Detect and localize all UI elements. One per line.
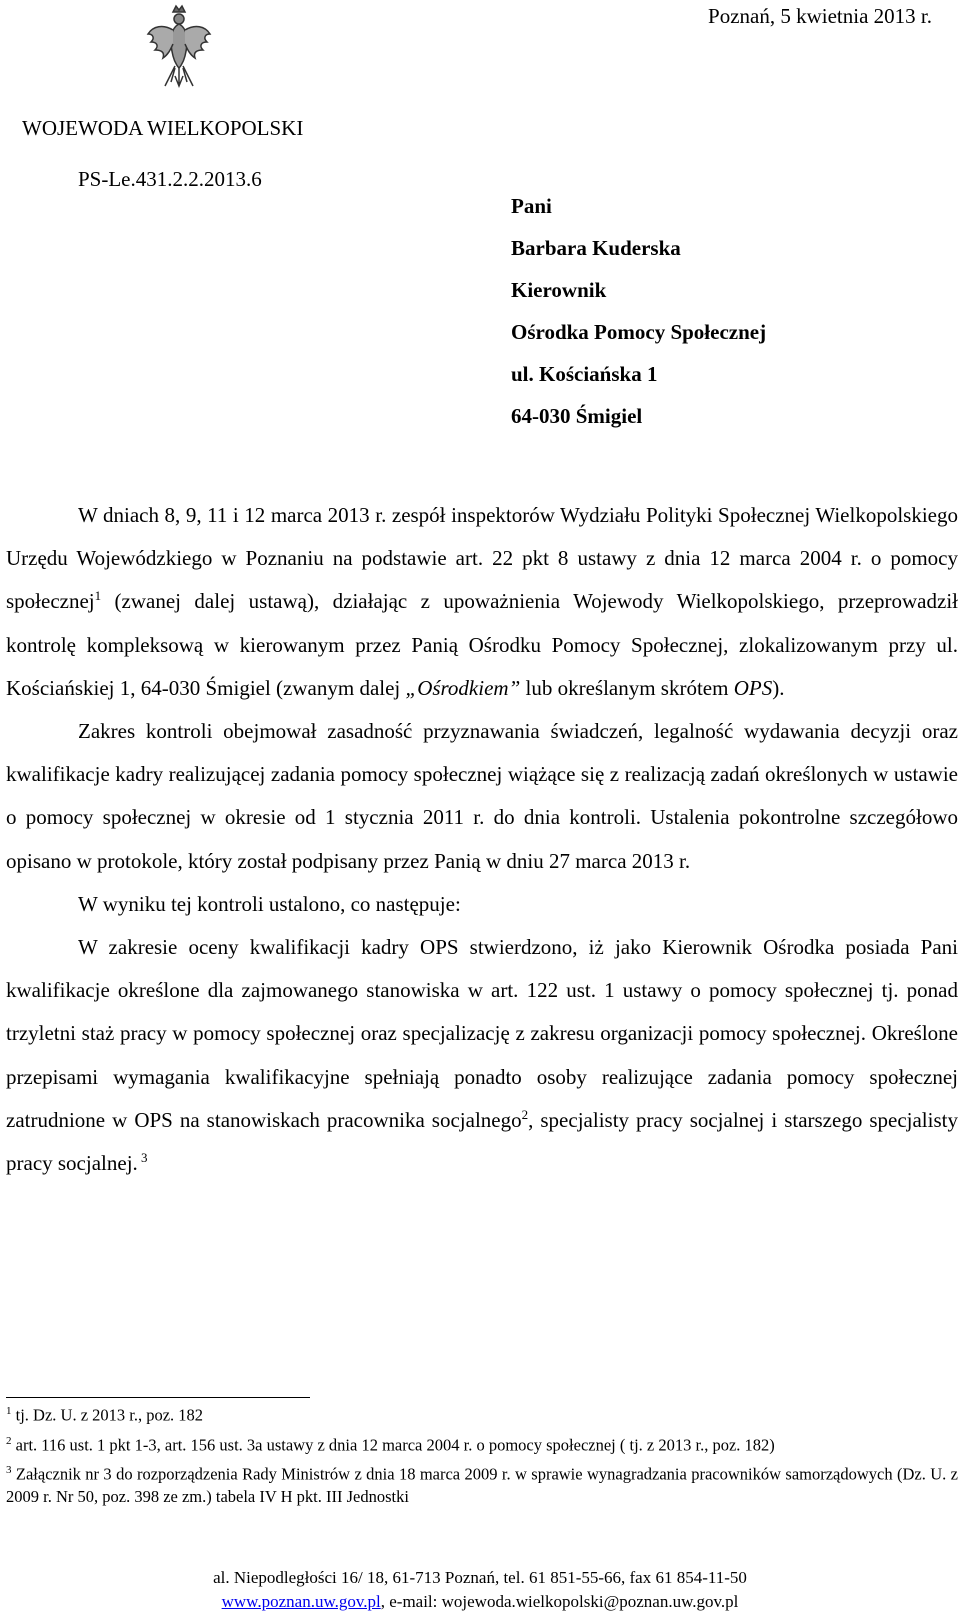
footnote-number: 2	[6, 1434, 12, 1447]
paragraph-text: , specjalisty pracy socjalnej i starszego specjalisty pracy socjalnej.	[6, 1107, 958, 1176]
letter-body	[6, 494, 958, 1185]
footnote-number: 3	[6, 1464, 12, 1476]
footer-contact	[0, 1590, 960, 1614]
footer-email: , e-mail: wojewoda.wielkopolski@poznan.uw.gov.pl	[380, 1592, 739, 1611]
footnote-3	[6, 1459, 958, 1508]
footnote-ref-1: 1	[94, 588, 102, 604]
reference-number: PS-Le.431.2.2.2013.6	[78, 167, 262, 191]
footnote-text: art. 116 ust. 1 pkt 1-3, art. 156 ust. 3a ustawy z dnia 12 marca 2004 r. o pomocy społecznej ( tj. z 2013 r., poz. 182)	[11, 1435, 775, 1454]
footnote-1	[6, 1400, 958, 1427]
paragraph-inspection	[6, 494, 958, 710]
footnote-text: Załącznik nr 3 do rozporządzenia Rady Ministrów z dnia 18 marca 2009 r. w sprawie wynagradzania pracowników samorządowych (Dz. U. z 2009 r. Nr 50, poz. 398 ze zm.) tabela IV H pkt. III Jednostki	[6, 1464, 958, 1506]
addressee-name: Barbara Kuderska	[511, 236, 681, 260]
addressee-city: 64-030 Śmigiel	[511, 404, 643, 428]
footer-address: al. Niepodległości 16/ 18, 61-713 Poznań, tel. 61 851-55-66, fax 61 854-11-50	[213, 1568, 747, 1587]
paragraph-text: (zwanej dalej ustawą), działając z upoważnienia Wojewody Wielkopolskiego, przeprowadził kontrolę kompleksową w kierowanym przez Panią Ośrodku Pomocy Społecznej, zlokalizowanym przy ul. Kościańskiej 1, 64-030 Śmigiel (zwanym dalej	[6, 589, 958, 700]
addressee-organization: Ośrodka Pomocy Społecznej	[511, 320, 767, 344]
letter-date: Poznań, 5 kwietnia 2013 r.	[708, 4, 932, 28]
footnotes	[6, 1400, 958, 1511]
addressee-salutation: Pani	[511, 194, 552, 218]
addressee-title: Kierownik	[511, 278, 607, 302]
eagle-emblem-icon	[145, 4, 213, 90]
footnote-text: tj. Dz. U. z 2013 r., poz. 182	[11, 1405, 204, 1425]
footnote-divider	[6, 1397, 310, 1398]
paragraph-text: W zakresie oceny kwalifikacji kadry OPS stwierdzono, iż jako Kierownik Ośrodka posiada Pani kwalifikacje określone dla zajmowanego stanowiska w art. 122 ust. 1 ustawy o pomocy społecznej tj. ponad trzyletni staż pracy w pomocy społecznej oraz specjalizację z zakresu organizacji pomocy społecznej. Określone przepisami wymagania kwalifikacyjne spełniają ponadto osoby realizujące zadania pomocy społecznej zatrudnione w OPS na stanowiskach pracownika socjalnego	[6, 935, 958, 1132]
paragraph-scope: Zakres kontroli obejmował zasadność przyznawania świadczeń, legalność wydawania decyzji oraz kwalifikacje kadry realizującej zadania pomocy społecznej wiążące się z realizacją zadań określonych w ustawie o pomocy społecznej w okresie od 1 stycznia 2011 r. do dnia kontroli. Ustalenia pokontrolne szczegółowo opisano w protokole, który został podpisany przez Panią w dniu 27 marca 2013 r.	[6, 719, 958, 873]
paragraph-text: W dniach 8, 9, 11 i 12 marca 2013 r. zespół inspektorów Wydziału Polityki Społecznej Wielkopolskiego Urzędu Wojewódzkiego w Poznaniu na podstawie art. 22 pkt 8 ustawy z dnia 12 marca 2004 r. o pomocy społecznej	[6, 503, 958, 614]
paragraph-text: lub określanym skrótem	[520, 675, 734, 700]
footnote-number: 1	[6, 1405, 12, 1417]
addressee-street: ul. Kościańska 1	[511, 362, 658, 386]
website-link[interactable]: www.poznan.uw.gov.pl	[221, 1592, 381, 1611]
paragraph-qualifications	[6, 926, 958, 1185]
footnote-ref-3: 3	[137, 1150, 148, 1166]
footnote-2	[6, 1430, 958, 1457]
addressee-block	[511, 194, 766, 446]
paragraph-text: ).	[772, 675, 785, 700]
footnote-ref-2: 2	[521, 1106, 529, 1122]
issuing-authority: WOJEWODA WIELKOPOLSKI	[22, 116, 304, 140]
defined-term-osrodek: „Ośrodkiem”	[405, 675, 521, 700]
defined-term-ops: OPS	[733, 675, 773, 700]
paragraph-findings-intro: W wyniku tej kontroli ustalono, co następuje:	[78, 891, 461, 916]
page-footer	[0, 1566, 960, 1614]
